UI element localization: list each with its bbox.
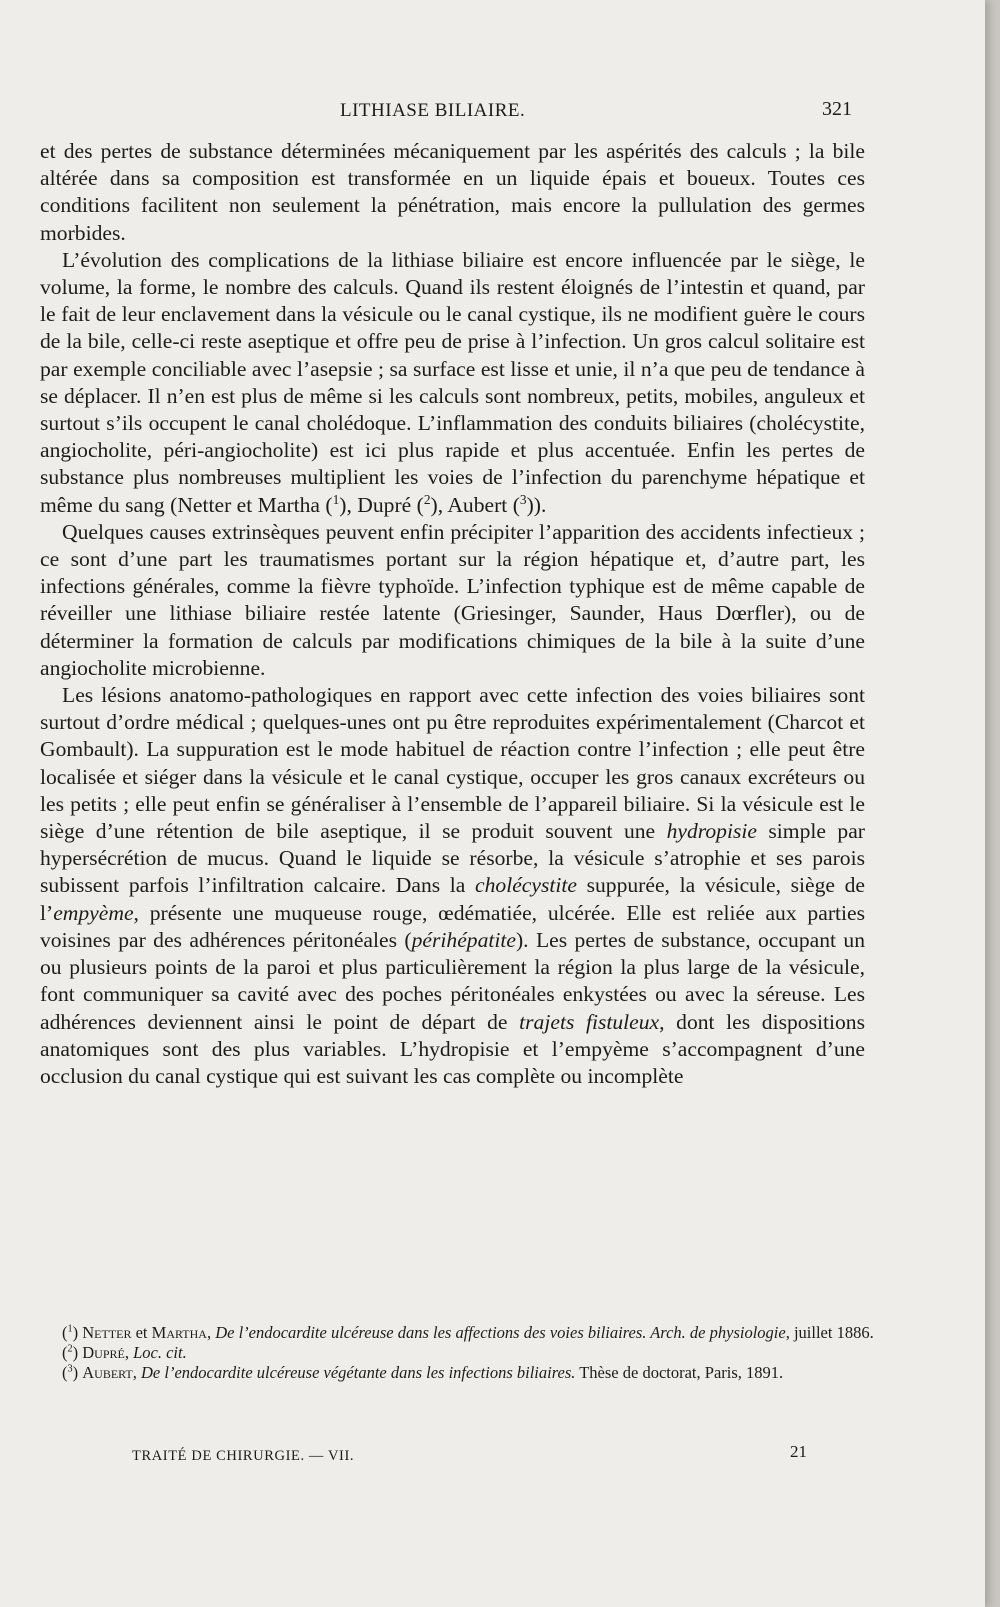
paragraph [40, 247, 865, 519]
text-run: , dont les dispositions anatomiques sont des plus variables. L’hydropisie et l’empyème s’accompagnent d’une occlusion du canal cystique qui est suivant les cas complète ou incomplète [40, 1009, 865, 1088]
text-run: et [131, 1323, 152, 1342]
text-run: Dupré [82, 1343, 125, 1362]
text-run: Netter [82, 1323, 132, 1342]
text-run: ( [62, 1363, 68, 1382]
text-run: De l’endocardite ulcéreuse dans les affections des voies biliaires. Arch. de physiologie [215, 1323, 786, 1342]
text-run: )). [526, 492, 547, 517]
footnote-marker: 1 [332, 491, 340, 507]
text-run: Quelques causes extrinsèques peuvent enfin précipiter l’apparition des accidents infectieux ; ce sont d’une part les traumatismes portant sur la région hépatique et, d’autre part, les infections générales, comme la fièvre typhoïde. L’infection typhique est de même capable de réveiller une lithiase biliaire restée latente (Griesinger, Saunder, Haus Dœrfler), ou de déterminer la formation de calculs par modifications chimiques de la bile à la suite d’une angiocholite microbienne. [40, 519, 865, 680]
text-run: , [206, 1323, 216, 1342]
text-run: ) [72, 1343, 83, 1362]
text-run: périhépatite [411, 927, 516, 952]
text-run: , présente une muqueuse rouge, œdématiée, ulcérée. Elle est reliée aux parties voisines par des adhérences péritonéales ( [40, 900, 865, 952]
page-number: 321 [822, 98, 852, 120]
text-run: , [124, 1343, 134, 1362]
text-run: Les lésions anatomo-pathologiques en rapport avec cette infection des voies biliaires sont surtout d’ordre médical ; quelques-unes ont pu être reproduites expérimentalement (Charcot et Gombault). La suppuration est le mode habituel de réaction contre l’infection ; elle peut être localisée et siéger dans la vésicule et le canal cystique, occuper les gros canaux excréteurs ou les petits ; elle peut enfin se généraliser à l’ensemble de l’appareil biliaire. Si la vésicule est le siège d’une rétention de bile aseptique, il se produit souvent une [40, 683, 865, 844]
text-run: ( [62, 1343, 68, 1362]
book-signature: TRAITÉ DE CHIRURGIE. — VII. [132, 1448, 355, 1464]
text-run: ). Les pertes de substance, occupant un ou plusieurs points de la paroi et plus particulièrement la région la plus large de la vésicule, font communiquer sa cavité avec des poches péritonéales enkystées ou avec la séreuse. Les adhérences deviennent ainsi le point de départ de [40, 927, 865, 1034]
footnote [62, 1323, 882, 1343]
text-run: Loc. cit. [133, 1343, 187, 1362]
footnote-marker: 2 [67, 1343, 73, 1355]
text-run: ), Aubert ( [430, 492, 520, 517]
text-run: , [132, 1363, 142, 1382]
footnotes [62, 1323, 882, 1383]
paragraph [40, 519, 865, 682]
text-run: L’évolution des complications de la lithiase biliaire est encore influencée par le siège, le volume, la forme, le nombre des calculs. Quand ils restent éloignés de l’intestin et quand, par le fait de leur enclavement dans la vésicule ou le canal cystique, ils ne modifient guère le cours de la bile, celle-ci reste aseptique et offre peu de prise à l’infection. Un gros calcul solitaire est par exemple conciliable avec l’asepsie ; sa surface est lisse et unie, il n’a que peu de tendance à se déplacer. Il n’en est plus de même si les calculs sont nombreux, petits, mobiles, anguleux et surtout s’ils occupent le canal cholédoque. L’inflammation des conduits biliaires (cholécystite, angiocholite, péri-angiocholite) est ici plus rapide et plus accentuée. Enfin les pertes de substance plus nombreuses multiplient les voies de l’infection du parenchyme hépatique et même du sang (Netter et Martha ( [40, 247, 865, 517]
text-run: trajets fistuleux [519, 1009, 660, 1034]
body-text [40, 138, 865, 1090]
text-run: De l’endocardite ulcéreuse végétante dans les infections biliaires. [141, 1363, 576, 1382]
text-run: hydropisie [666, 819, 757, 844]
footnote-marker: 1 [67, 1323, 73, 1335]
sheet-number: 21 [790, 1442, 807, 1461]
running-head: LITHIASE BILIAIRE. [340, 100, 526, 121]
text-run: Martha [151, 1323, 207, 1342]
text-run: ) [72, 1323, 83, 1342]
text-run: ) [72, 1363, 83, 1382]
text-run: ), Dupré ( [339, 492, 424, 517]
text-run: empyème [53, 900, 134, 925]
text-run: simple par hypersécrétion de mucus. Quand le liquide se résorbe, la vésicule s’atrophie et ses parois subissent parfois l’infiltration calcaire. Dans la [40, 819, 865, 898]
paragraph [40, 682, 865, 1090]
footnote [62, 1363, 882, 1383]
text-run: Aubert [82, 1363, 133, 1382]
text-run: et des pertes de substance déterminées mécaniquement par les aspérités des calculs ; la bile altérée dans sa composition est transformée en un liquide épais et boueux. Toutes ces conditions facilitent non seulement la pénétration, mais encore la pullulation des germes morbides. [40, 139, 865, 245]
paragraph [40, 138, 865, 247]
footnote-marker: 3 [67, 1363, 73, 1375]
text-run: ( [62, 1323, 68, 1342]
footnote-marker: 2 [423, 491, 431, 507]
text-run: cholécystite [475, 873, 577, 898]
text-run: , juillet 1886. [785, 1323, 874, 1342]
footnote-marker: 3 [519, 491, 527, 507]
footnote [62, 1343, 882, 1363]
text-run: suppurée, la vésicule, siège de l’ [40, 873, 865, 925]
text-run: Thèse de doctorat, Paris, 1891. [575, 1363, 784, 1382]
